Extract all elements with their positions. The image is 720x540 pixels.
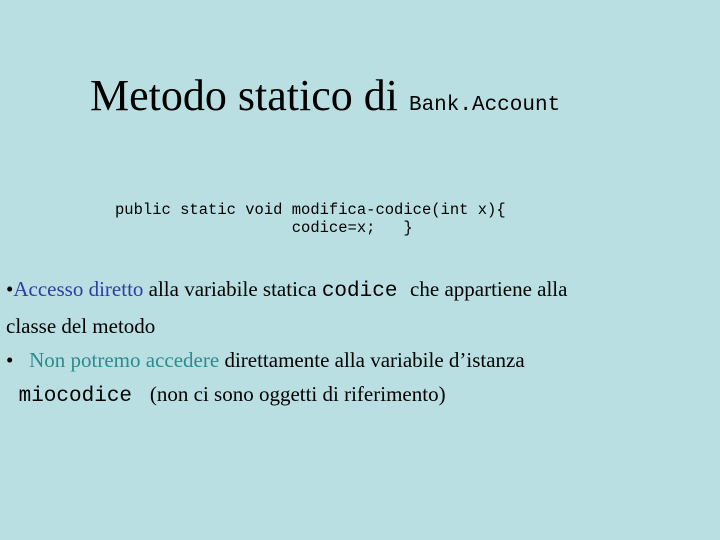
bullet-item-1 — [6, 272, 706, 343]
code-block — [115, 201, 506, 237]
code-line-1: public static void modifica-codice(int x){ — [115, 201, 506, 219]
bullet2-text1: direttamente alla variabile d’istanza — [219, 348, 525, 372]
bullet-item-2 — [6, 343, 706, 414]
bullet1-highlight: Accesso diretto — [13, 277, 144, 301]
bullet2-highlight: Non potremo accedere — [29, 348, 220, 372]
bullet-marker: • — [6, 348, 30, 372]
title-text: Metodo statico di — [90, 71, 398, 120]
bullet1-line2: classe del metodo — [6, 314, 156, 338]
bullet-marker: • — [6, 277, 14, 301]
slide-title — [90, 70, 560, 132]
bullet2-text2: (non ci sono oggetti di riferimento) — [144, 382, 446, 406]
bullet1-text1: alla variabile statica — [143, 277, 322, 301]
bullet-list — [6, 272, 706, 414]
bullet1-text2: che appartiene alla — [410, 277, 568, 301]
code-line-2: codice=x; } — [115, 219, 413, 237]
bullet2-code: miocodice — [6, 385, 145, 408]
title-code: Bank.Account — [408, 94, 561, 117]
bullet1-code: codice — [321, 280, 411, 303]
